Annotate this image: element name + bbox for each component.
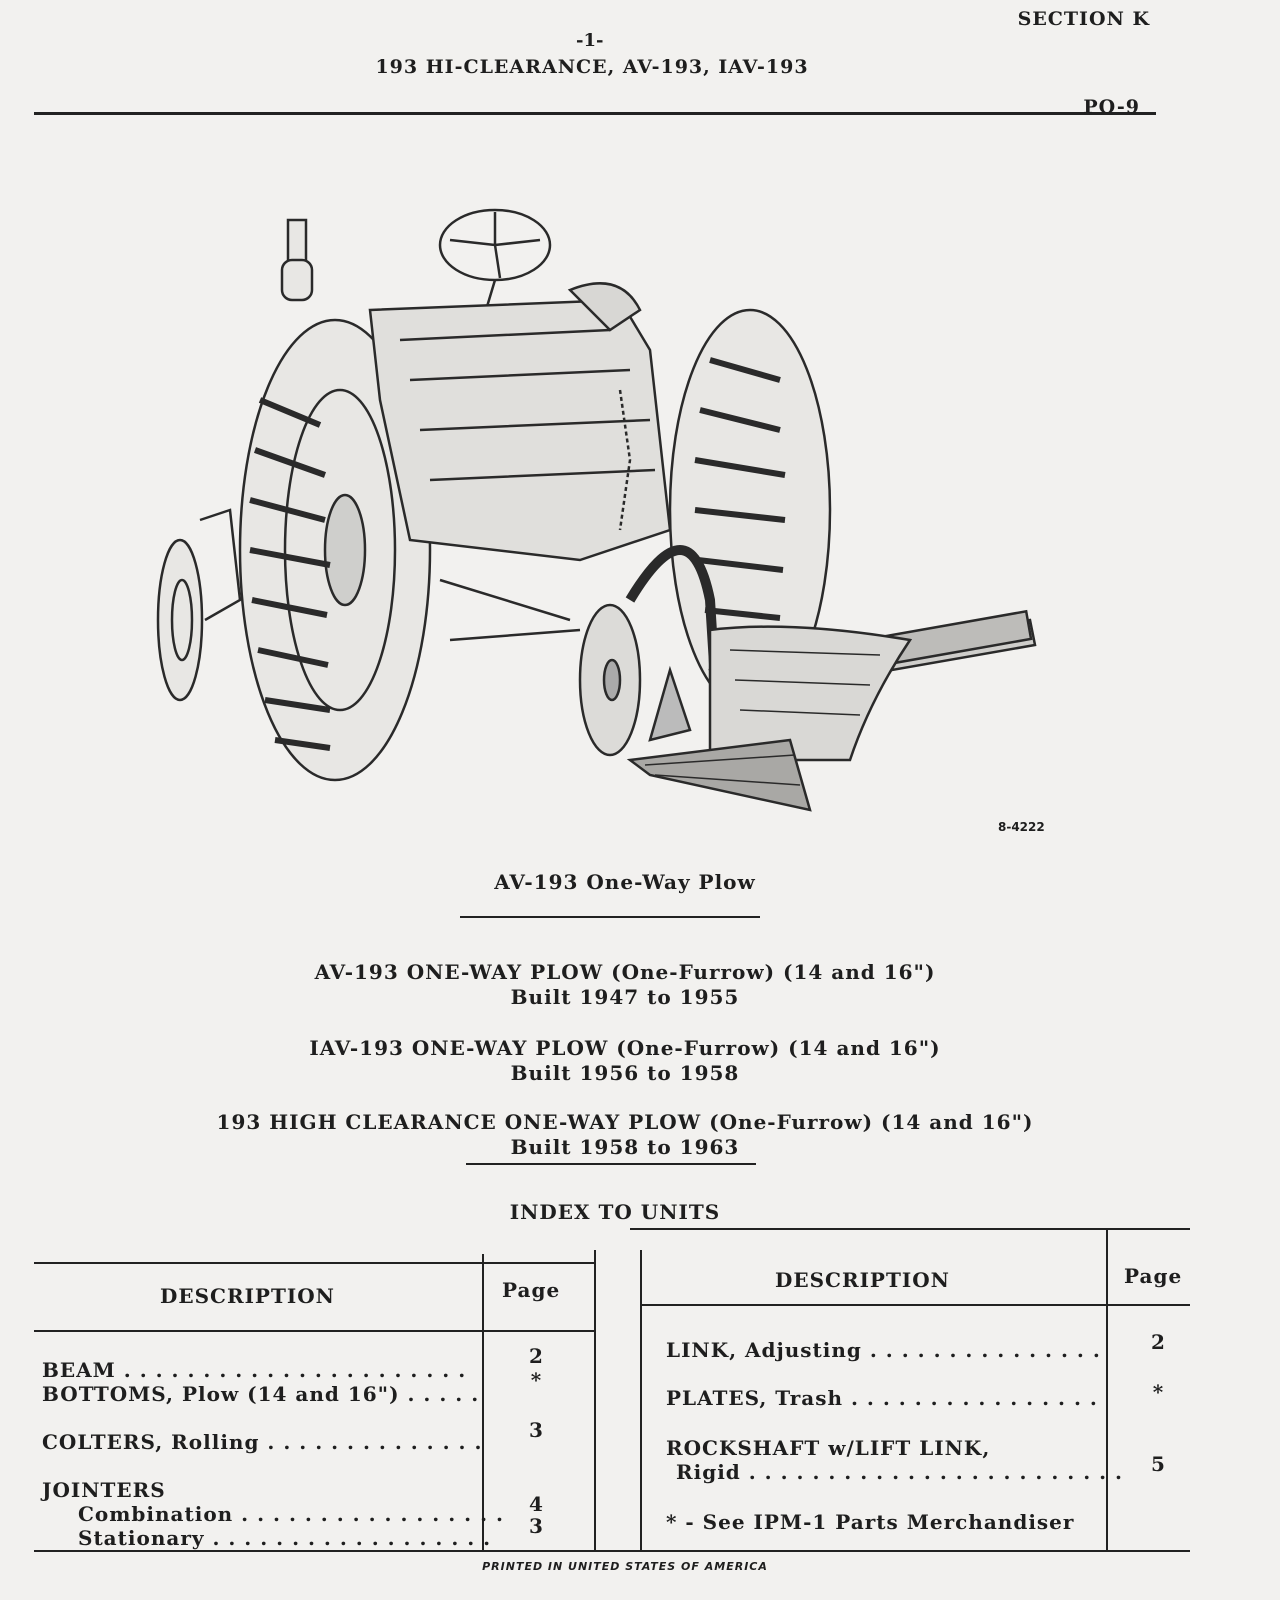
model-built: Built 1958 to 1963 [510,1135,740,1159]
col-description-right: DESCRIPTION [775,1268,950,1292]
table-header-rule-left [34,1330,594,1332]
section-label: SECTION K [1017,8,1150,30]
index-page: 5 [1151,1452,1165,1476]
table-divider-4 [1106,1230,1108,1550]
index-entry: JOINTERS [42,1478,166,1502]
index-entry: LINK, Adjusting . . . . . . . . . . . . . . . [666,1338,1101,1362]
model-name: 193 HIGH CLEARANCE ONE-WAY PLOW (One-Furrow) (14 and 16") [216,1110,1034,1134]
model-block-3 [0,1110,1250,1160]
model-built: Built 1947 to 1955 [510,985,740,1009]
index-entry: BEAM . . . . . . . . . . . . . . . . . . . . . . [42,1358,467,1382]
index-page: 3 [529,1514,543,1538]
plow-moldboard [710,627,910,760]
model-name: IAV-193 ONE-WAY PLOW (One-Furrow) (14 and 16") [309,1036,941,1060]
index-entry: Combination . . . . . . . . . . . . . . . . . [78,1502,504,1526]
index-entry: Rigid . . . . . . . . . . . . . . . . . . . . . . . . [676,1460,1124,1484]
model-name: AV-193 ONE-WAY PLOW (One-Furrow) (14 and 16") [314,960,936,984]
index-page: 3 [529,1418,543,1442]
col-description-left: DESCRIPTION [160,1284,335,1308]
col-page-right: Page [1124,1264,1183,1288]
index-page: 2 [529,1344,543,1368]
document-code: PO-9 [1083,96,1140,118]
footer-printed: PRINTED IN UNITED STATES OF AMERICA [482,1560,768,1573]
model-built: Built 1956 to 1958 [510,1061,740,1085]
figure-caption: AV-193 One-Way Plow [494,870,756,894]
header-models: 193 HI-CLEARANCE, AV-193, IAV-193 [375,56,809,78]
index-page: * [1152,1380,1164,1404]
index-footnote: * - See IPM-1 Parts Merchandiser [666,1510,1075,1534]
drawing-id: 8-4222 [998,820,1045,834]
page-number: -1- [576,30,604,51]
table-top-rule-left [34,1262,594,1264]
index-page: * [530,1368,542,1392]
front-wheel [158,540,202,700]
index-entry: BOTTOMS, Plow (14 and 16") . . . . . [42,1382,480,1406]
col-page-left: Page [502,1278,561,1302]
index-entry: Stationary . . . . . . . . . . . . . . . . . . [78,1526,492,1550]
caption-rule [460,916,760,918]
models-rule [466,1163,756,1165]
header-rule [34,112,1156,115]
index-entry: ROCKSHAFT w/LIFT LINK, [666,1436,991,1460]
model-block-1 [0,960,1250,1010]
tractor-plow-illustration [150,200,1070,840]
table-divider-3 [640,1250,642,1550]
index-title: INDEX TO UNITS [509,1200,721,1224]
table-divider-2 [594,1250,596,1550]
index-page: 4 [529,1492,543,1516]
index-entry: COLTERS, Rolling . . . . . . . . . . . . . . [42,1430,483,1454]
index-entry: PLATES, Trash . . . . . . . . . . . . . . . . [666,1386,1098,1410]
table-bottom-rule [34,1550,1190,1552]
index-page: 2 [1151,1330,1165,1354]
model-block-2 [0,1036,1250,1086]
